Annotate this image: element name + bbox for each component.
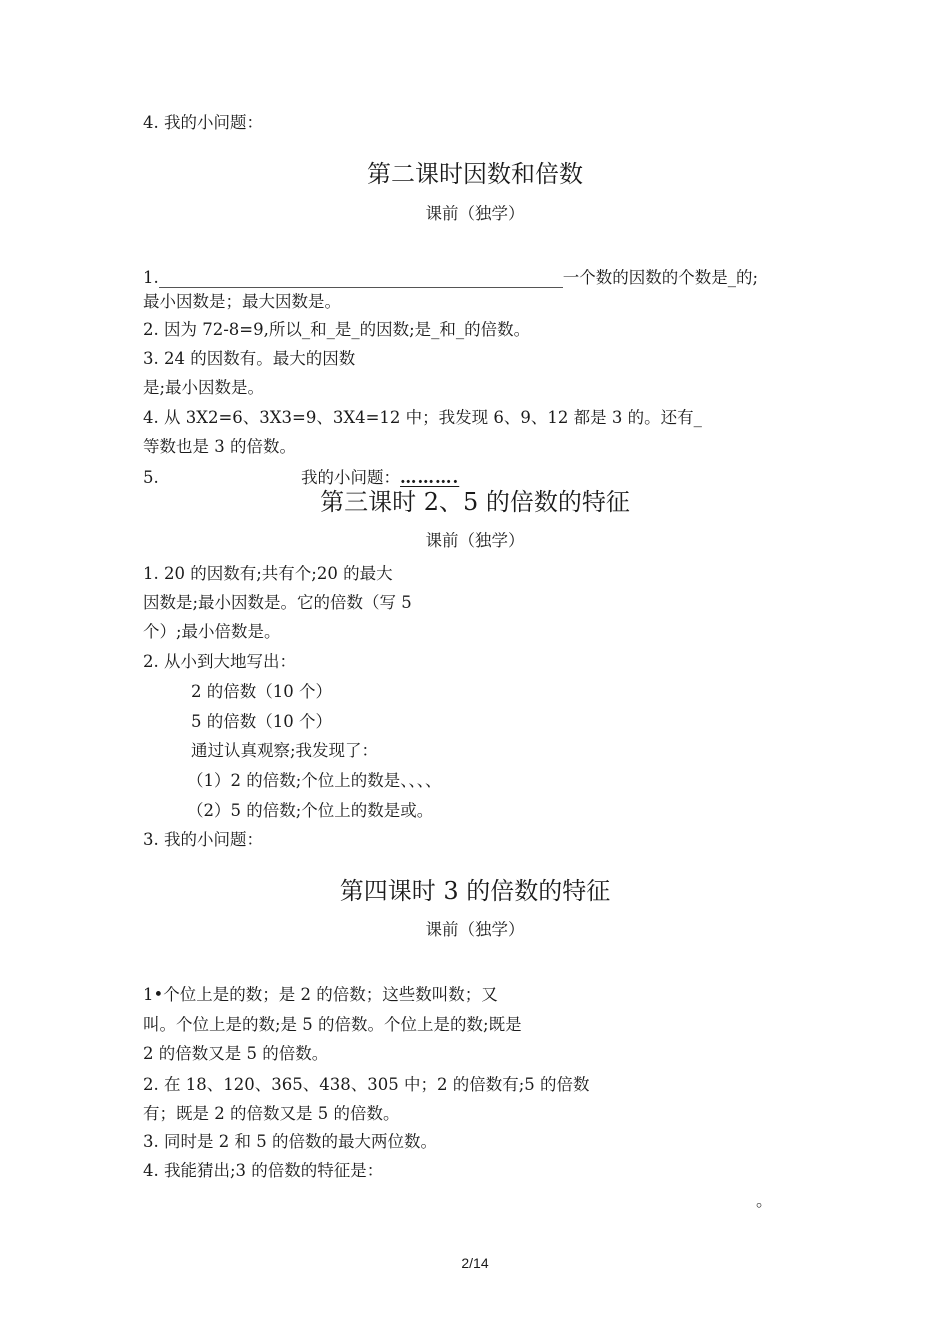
q5-text: 我的小问题：: [301, 468, 400, 487]
page-number: 2/14: [461, 1255, 489, 1271]
lesson2-question-1: [143, 268, 758, 288]
lesson3-subtitle: 课前（独学）: [425, 531, 525, 550]
lesson4-question-4: 4. 我能猜出;3 的倍数的特征是：: [143, 1161, 384, 1180]
lesson2-subtitle: 课前（独学）: [425, 204, 525, 223]
lesson3-q2-observation: 通过认真观察;我发现了：: [191, 741, 379, 760]
lesson3-question-1: 1. 20 的因数有;共有个;20 的最大: [143, 564, 393, 583]
lesson3-q2-multiples-of-5: 5 的倍数（10 个）: [191, 712, 332, 731]
lesson4-subtitle: 课前（独学）: [425, 920, 525, 939]
lesson3-title: 第三课时 2、5 的倍数的特征: [320, 488, 630, 516]
lesson2-question-5-number: 5.: [143, 468, 159, 487]
lesson4-question-3: 3. 同时是 2 和 5 的倍数的最大两位数。: [143, 1132, 437, 1151]
lesson4-question-2-line2: 有；既是 2 的倍数又是 5 的倍数。: [143, 1104, 400, 1123]
lesson4-title: 第四课时 3 的倍数的特征: [339, 877, 611, 905]
lesson2-question-4: 4. 从 3X2=6、3X3=9、3X4=12 中；我发现 6、9、12 都是 3 的。还有_: [143, 408, 702, 427]
q5-dots: ……….: [400, 468, 460, 487]
lesson3-question-1-line3: 个）;最小倍数是。: [143, 622, 281, 641]
lesson2-question-3: 3. 24 的因数有。最大的因数: [143, 349, 356, 368]
lesson3-q2-finding-1: （1）2 的倍数;个位上的数是、、、、: [187, 771, 442, 790]
lesson3-q2-multiples-of-2: 2 的倍数（10 个）: [191, 682, 332, 701]
q1-number: 1.: [143, 268, 159, 287]
question-4-small-question: 4. 我的小问题：: [143, 113, 263, 132]
end-mark: 。: [756, 1191, 773, 1210]
answer-blank[interactable]: [159, 270, 563, 288]
lesson3-question-3: 3. 我的小问题：: [143, 830, 263, 849]
lesson4-question-2: 2. 在 18、120、365、438、305 中；2 的倍数有;5 的倍数: [143, 1075, 590, 1094]
lesson4-question-1-line3: 2 的倍数又是 5 的倍数。: [143, 1044, 329, 1063]
lesson4-question-1: 1•个位上是的数；是 2 的倍数；这些数叫数；又: [143, 985, 498, 1004]
lesson2-question-1-line2: 最小因数是；最大因数是。: [143, 292, 341, 311]
lesson2-question-2: 2. 因为 72-8=9,所以_和_是_的因数;是_和_的倍数。: [143, 320, 531, 339]
lesson4-question-1-line2: 叫。个位上是的数;是 5 的倍数。个位上是的数;既是: [143, 1015, 522, 1034]
lesson2-question-3-line2: 是;最小因数是。: [143, 378, 265, 397]
q1-text: 一个数的因数的个数是_的;: [562, 268, 759, 287]
lesson3-q2-finding-2: （2）5 的倍数;个位上的数是或。: [187, 801, 434, 820]
lesson2-title: 第二课时因数和倍数: [367, 160, 583, 188]
lesson3-question-1-line2: 因数是;最小因数是。它的倍数（写 5: [143, 593, 412, 612]
lesson3-question-2: 2. 从小到大地写出：: [143, 652, 296, 671]
lesson2-question-5: [301, 468, 459, 488]
lesson2-question-4-line2: 等数也是 3 的倍数。: [143, 437, 296, 456]
